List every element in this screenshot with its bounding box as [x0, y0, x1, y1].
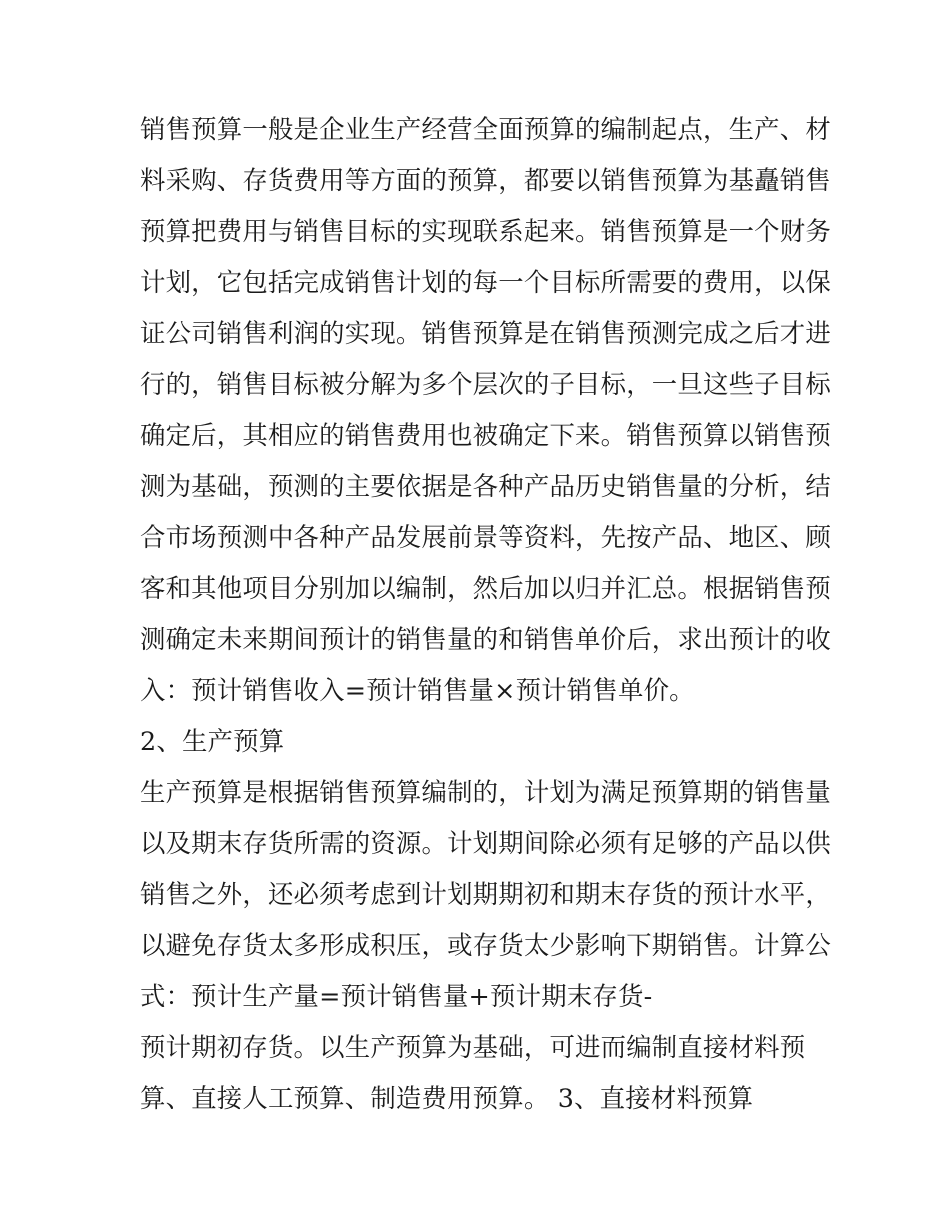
body-text-line-10: 客和其他项目分别加以编制，然后加以归并汇总。根据销售预 [140, 573, 831, 603]
body-text-line-3: 预算把费用与销售目标的实现联系起来。销售预算是一个财务 [140, 216, 831, 246]
body-text-line-4: 计划，它包括完成销售计划的每一个目标所需要的费用，以保 [140, 267, 831, 297]
body-text-line-16: 销售之外，还必须考虑到计划期期初和期末存货的预计水平， [140, 879, 831, 909]
body-text-line-11: 测确定未来期间预计的销售量的和销售单价后，求出预计的收 [140, 624, 831, 654]
body-text-line-9: 合市场预测中各种产品发展前景等资料，先按产品、地区、顾 [140, 522, 831, 552]
body-text-line-15: 以及期末存货所需的资源。计划期间除必须有足够的产品以供 [140, 828, 831, 858]
body-text-line-1: 销售预算一般是企业生产经营全面预算的编制起点，生产、材 [140, 114, 831, 144]
body-text-line-8: 测为基础，预测的主要依据是各种产品历史销售量的分析，结 [140, 471, 831, 501]
body-text-line-6: 行的，销售目标被分解为多个层次的子目标，一旦这些子目标 [140, 369, 831, 399]
body-text-line-2: 料采购、存货费用等方面的预算，都要以销售预算为基矗销售 [140, 165, 831, 195]
body-text-line-17: 以避免存货太多形成积压，或存货太少影响下期销售。计算公 [140, 930, 831, 960]
body-text-line-19: 预计期初存货。以生产预算为基础，可进而编制直接材料预 [140, 1032, 806, 1062]
body-text-line-18: 式：预计生产量=预计销售量+预计期末存货- [140, 981, 653, 1011]
section-heading-production-budget: 2、生产预算 [140, 726, 285, 756]
body-text-line-12: 入：预计销售收入=预计销售量×预计销售单价。 [140, 675, 695, 705]
body-text-line-5: 证公司销售利润的实现。销售预算是在销售预测完成之后才进 [140, 318, 831, 348]
body-text-line-7: 确定后，其相应的销售费用也被确定下来。销售预算以销售预 [140, 420, 831, 450]
body-text-line-20: 算、直接人工预算、制造费用预算。 3、直接材料预算 [140, 1083, 754, 1113]
body-text-line-14: 生产预算是根据销售预算编制的，计划为满足预算期的销售量 [140, 777, 831, 807]
